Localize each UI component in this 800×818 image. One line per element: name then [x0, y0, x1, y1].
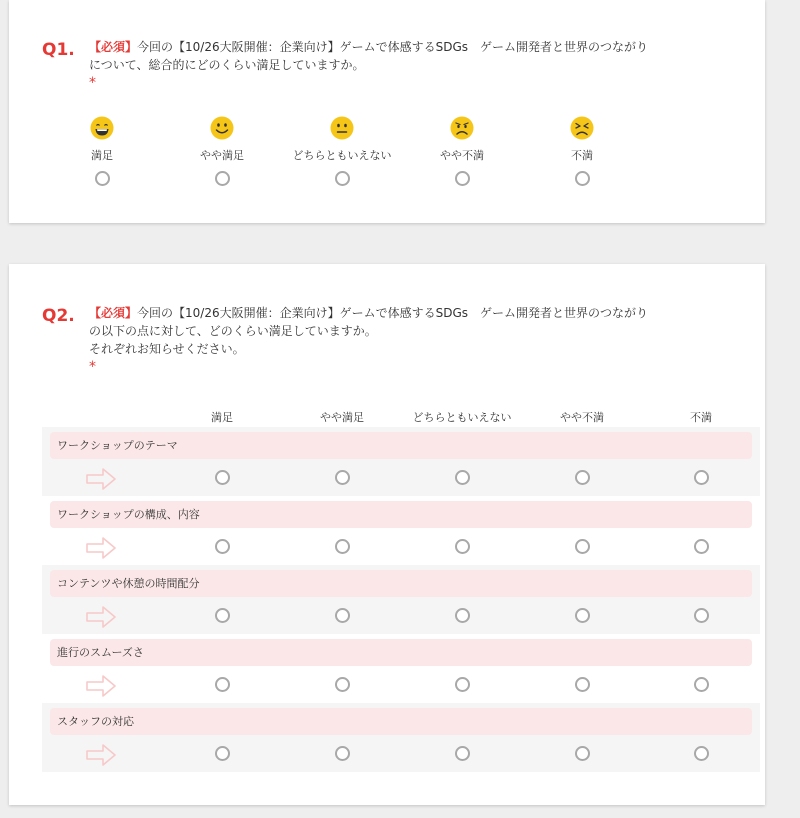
radio-button[interactable]	[694, 539, 709, 554]
option-label: どちらともいえない	[292, 149, 392, 162]
option-somewhat-satisfied[interactable]	[162, 116, 282, 190]
radio-button[interactable]	[335, 171, 350, 186]
arrow-right-icon	[86, 675, 116, 697]
row-label: ワークショップのテーマ	[50, 432, 752, 459]
radio-button[interactable]	[455, 746, 470, 761]
arrow-right-icon	[86, 744, 116, 766]
radio-button[interactable]	[694, 470, 709, 485]
radio-button[interactable]	[335, 539, 350, 554]
arrow-right-icon	[86, 606, 116, 628]
radio-button[interactable]	[335, 470, 350, 485]
persevering-face-icon	[570, 116, 594, 140]
grinning-face-icon	[90, 116, 114, 140]
question-line-1: 今回の【10/26大阪開催：企業向け】ゲームで体感するSDGs ゲーム開発者と世界のつながり	[137, 306, 649, 320]
question-card-q2	[9, 264, 765, 805]
radio-button[interactable]	[335, 746, 350, 761]
radio-button[interactable]	[694, 677, 709, 692]
radio-button[interactable]	[455, 677, 470, 692]
radio-button[interactable]	[215, 539, 230, 554]
question-line-1: 今回の【10/26大阪開催：企業向け】ゲームで体感するSDGs ゲーム開発者と世界のつながり	[137, 40, 649, 54]
row-label: スタッフの対応	[50, 708, 752, 735]
column-header-somewhat-satisfied: やや満足	[320, 411, 364, 424]
neutral-face-icon	[330, 116, 354, 140]
question-line-3: それぞれお知らせください。	[89, 342, 245, 356]
column-header-neutral: どちらともいえない	[412, 411, 512, 424]
required-tag: 【必須】	[89, 40, 138, 54]
question-text	[89, 304, 689, 374]
question-number: Q1.	[42, 40, 75, 60]
row-label: コンテンツや休憩の時間配分	[50, 570, 752, 597]
radio-button[interactable]	[215, 470, 230, 485]
radio-button[interactable]	[694, 746, 709, 761]
option-somewhat-dissatisfied[interactable]	[402, 116, 522, 190]
matrix-row-staff	[42, 703, 760, 772]
matrix-row-time-allocation	[42, 565, 760, 634]
question-line-2: について、総合的にどのくらい満足していますか。	[89, 58, 365, 72]
radio-button[interactable]	[455, 470, 470, 485]
matrix-row-smoothness	[42, 634, 760, 703]
matrix-row-theme	[42, 427, 760, 496]
option-label: 不満	[571, 149, 593, 162]
radio-button[interactable]	[215, 677, 230, 692]
radio-button[interactable]	[95, 171, 110, 186]
matrix-row-structure	[42, 496, 760, 565]
option-neutral[interactable]	[282, 116, 402, 190]
radio-button[interactable]	[455, 171, 470, 186]
radio-button[interactable]	[455, 608, 470, 623]
required-asterisk: *	[89, 359, 96, 375]
option-satisfied[interactable]	[42, 116, 162, 190]
option-label: 満足	[91, 149, 113, 162]
smiling-face-icon	[210, 116, 234, 140]
radio-button[interactable]	[455, 539, 470, 554]
radio-button[interactable]	[335, 608, 350, 623]
option-dissatisfied[interactable]	[522, 116, 642, 190]
row-label: ワークショップの構成、内容	[50, 501, 752, 528]
radio-button[interactable]	[694, 608, 709, 623]
option-label: やや不満	[440, 149, 484, 162]
question-text	[89, 38, 689, 90]
question-card-q1	[9, 0, 765, 223]
arrow-right-icon	[86, 468, 116, 490]
arrow-right-icon	[86, 537, 116, 559]
radio-button[interactable]	[575, 470, 590, 485]
radio-button[interactable]	[215, 608, 230, 623]
frowning-face-icon	[450, 116, 474, 140]
radio-button[interactable]	[215, 746, 230, 761]
question-line-2: の以下の点に対して、どのくらい満足していますか。	[89, 324, 377, 338]
radio-button[interactable]	[575, 608, 590, 623]
radio-button[interactable]	[575, 171, 590, 186]
radio-button[interactable]	[335, 677, 350, 692]
radio-button[interactable]	[575, 746, 590, 761]
column-header-satisfied: 満足	[211, 411, 233, 424]
column-header-somewhat-dissatisfied: やや不満	[560, 411, 604, 424]
required-asterisk: *	[89, 75, 96, 91]
radio-button[interactable]	[215, 171, 230, 186]
column-header-dissatisfied: 不満	[690, 411, 712, 424]
option-label: やや満足	[200, 149, 244, 162]
question-number: Q2.	[42, 306, 75, 326]
radio-button[interactable]	[575, 677, 590, 692]
required-tag: 【必須】	[89, 306, 138, 320]
radio-button[interactable]	[575, 539, 590, 554]
row-label: 進行のスムーズさ	[50, 639, 752, 666]
